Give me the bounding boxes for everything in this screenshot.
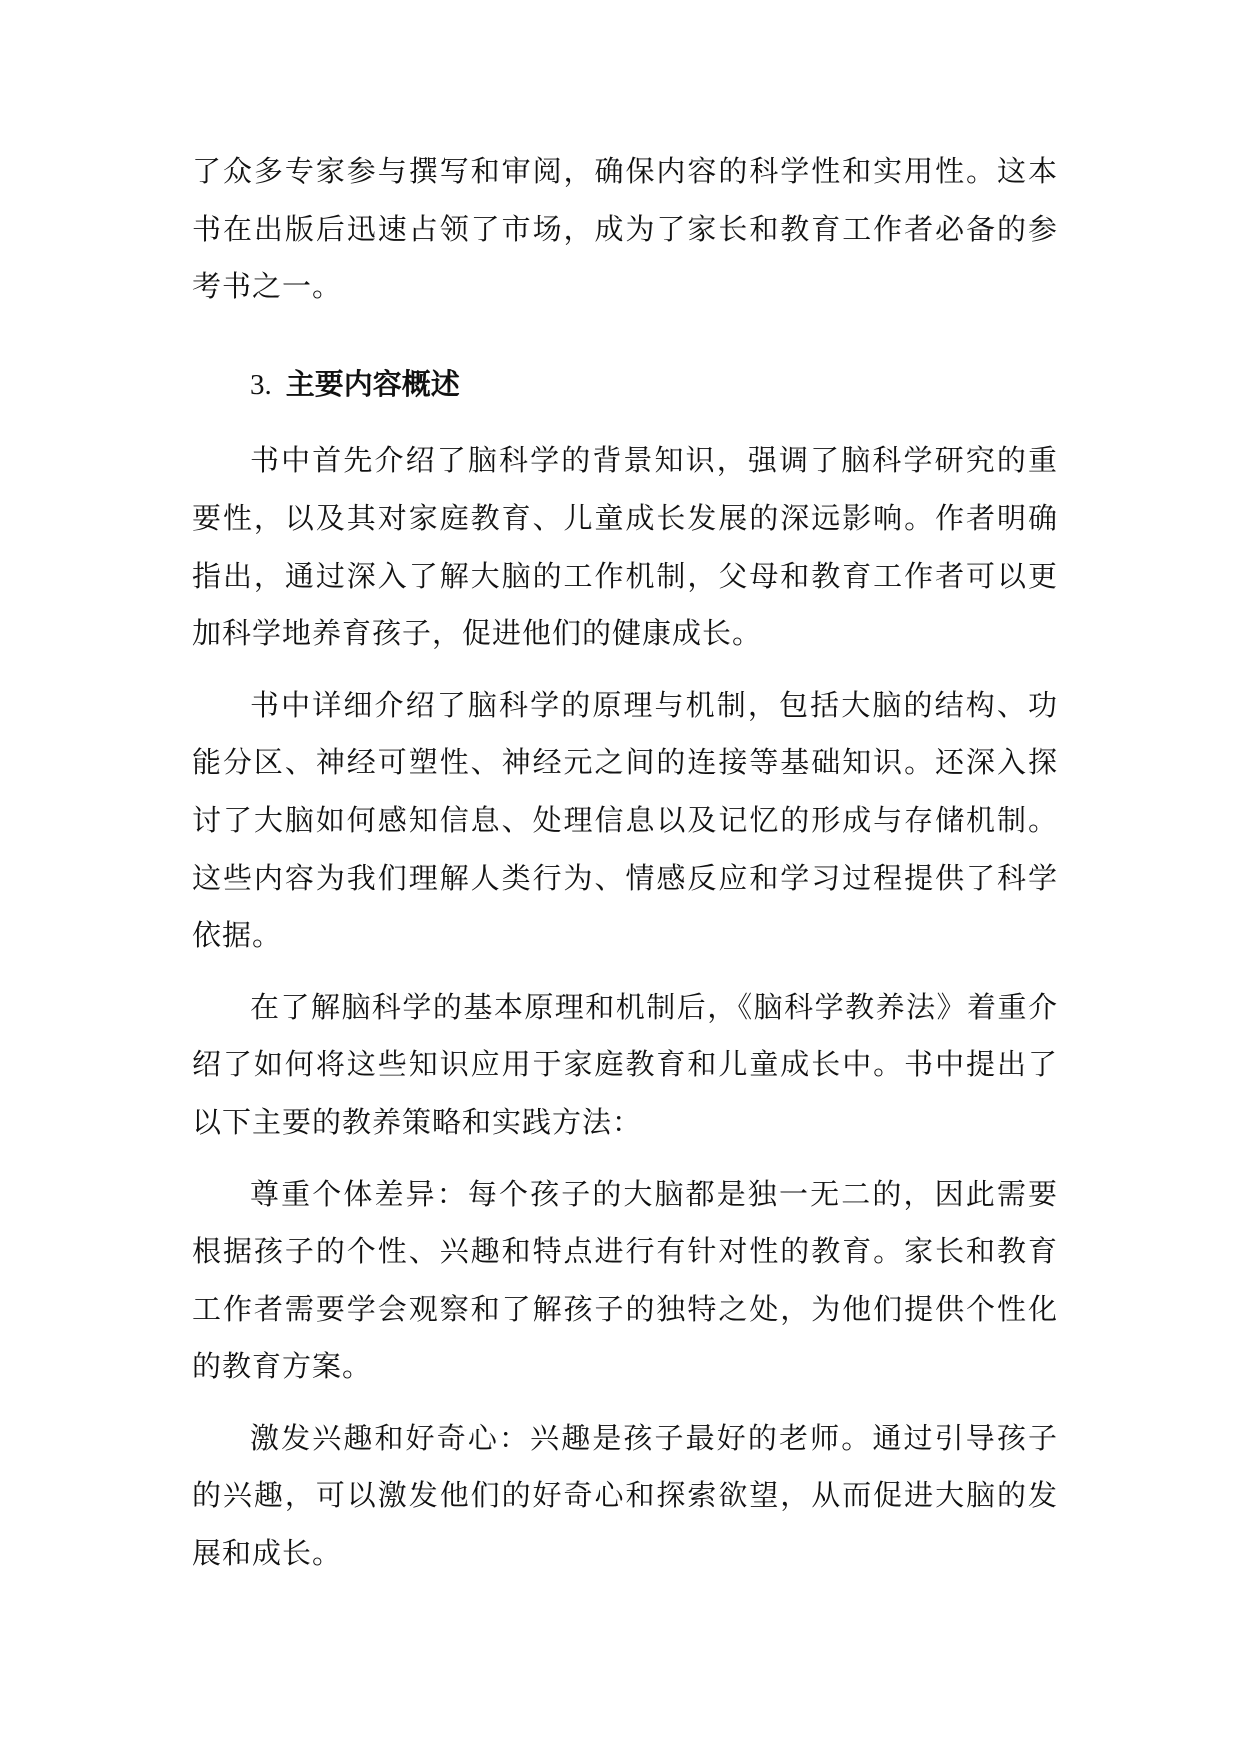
document-body [192,143,1058,1583]
paragraph-stimulate-interest: 激发兴趣和好奇心：兴趣是孩子最好的老师。通过引导孩子的兴趣，可以激发他们的好奇心和探索欲望，从而促进大脑的发展和成长。 [192,1420,1058,1571]
section-title: 主要内容概述 [285,366,460,401]
paragraph-principles: 书中详细介绍了脑科学的原理与机制，包括大脑的结构、功能分区、神经可塑性、神经元之间的连接等基础知识。还深入探讨了大脑如何感知信息、处理信息以及记忆的形成与存储机制。这些内容为我们理解人类行为、情感反应和学习过程提供了科学依据。 [192,687,1058,953]
section-number: 3. [250,368,272,401]
paragraph-application: 在了解脑科学的基本原理和机制后，《脑科学教养法》着重介绍了如何将这些知识应用于家庭教育和儿童成长中。书中提出了以下主要的教养策略和实践方法： [192,989,1058,1139]
paragraph-background: 书中首先介绍了脑科学的背景知识，强调了脑科学研究的重要性，以及其对家庭教育、儿童成长发展的深远影响。作者明确指出，通过深入了解大脑的工作机制，父母和教育工作者可以更加科学地养育孩子，促进他们的健康成长。 [192,443,1058,651]
paragraph-respect-differences: 尊重个体差异：每个孩子的大脑都是独一无二的，因此需要根据孩子的个性、兴趣和特点进行有针对性的教育。家长和教育工作者需要学会观察和了解孩子的独特之处，为他们提供个性化的教育方案。 [192,1176,1058,1384]
section-heading [192,356,1058,415]
continued-paragraph: 了众多专家参与撰写和审阅，确保内容的科学性和实用性。这本书在出版后迅速占领了市场，成为了家长和教育工作者必备的参考书之一。 [192,154,1058,304]
